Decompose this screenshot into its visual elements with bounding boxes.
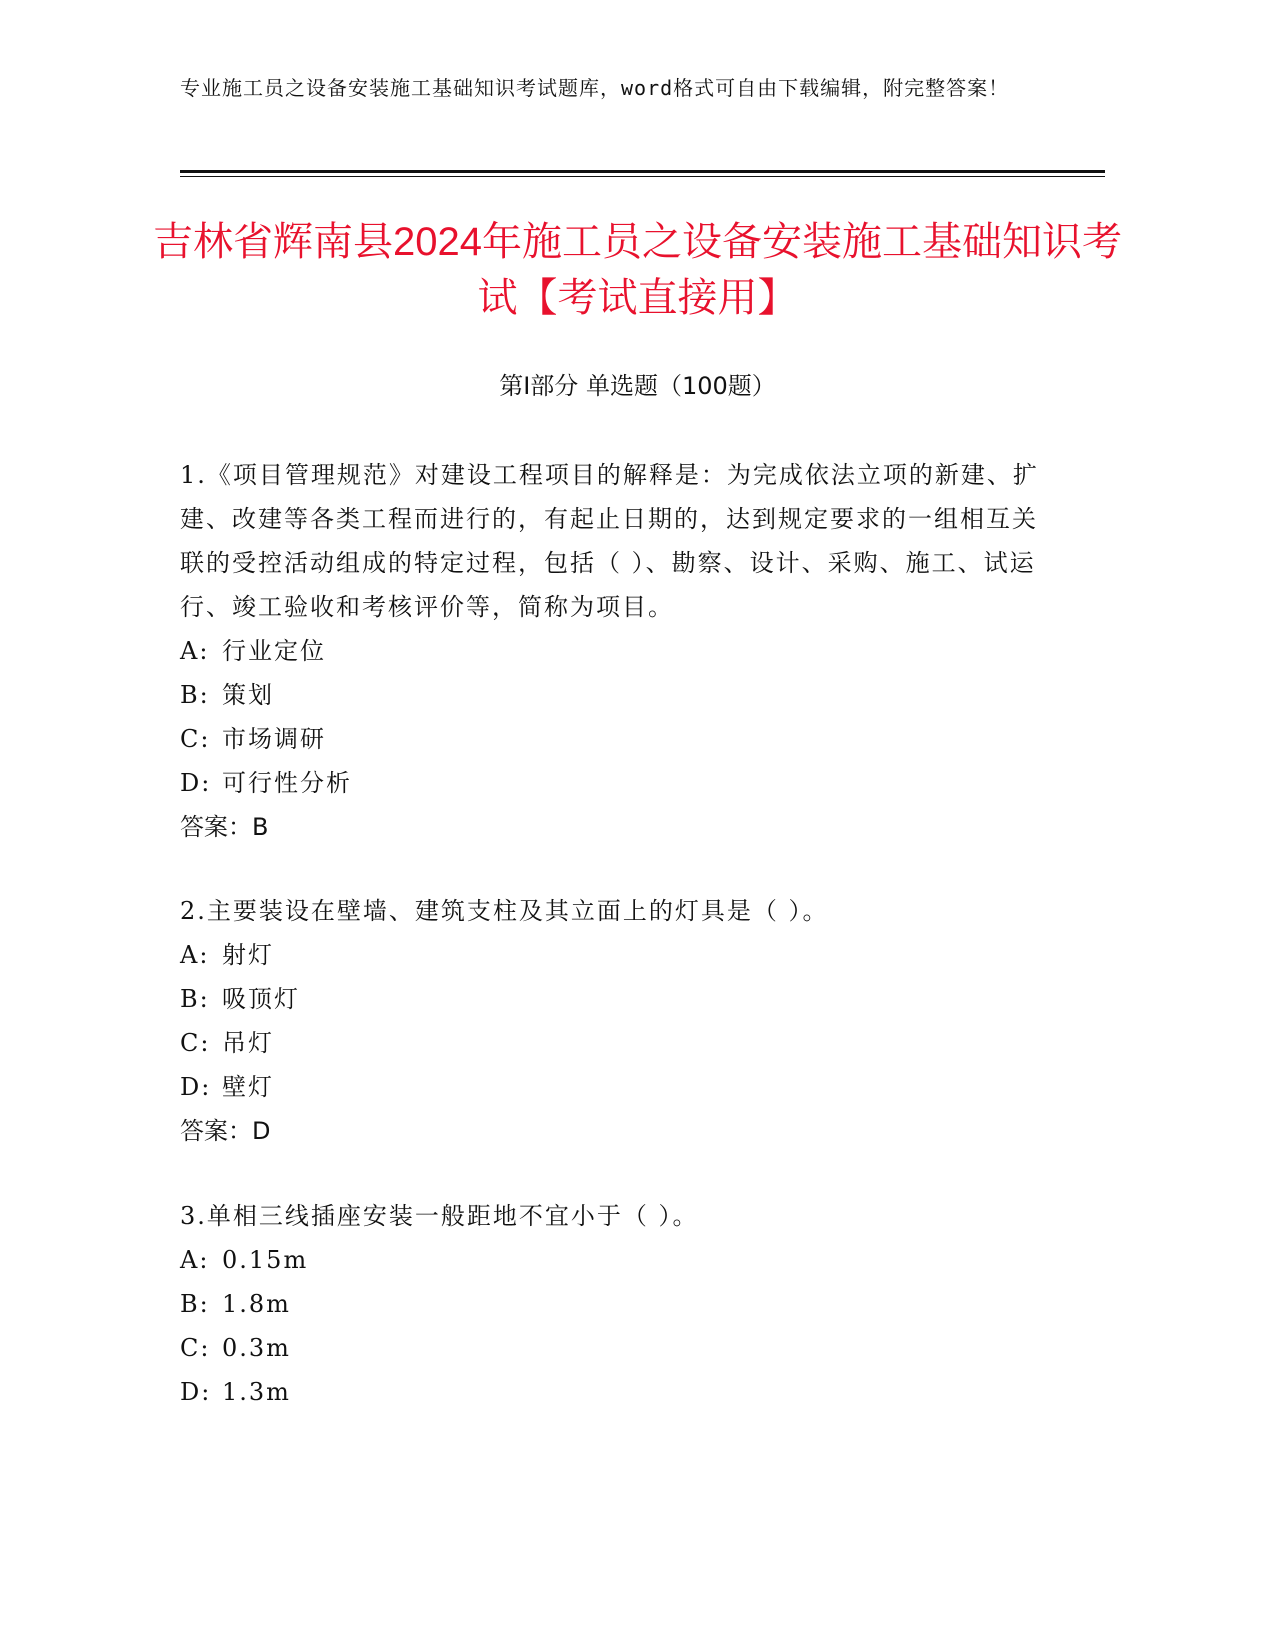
option-text: 射灯 [222, 941, 274, 969]
option-d [180, 1065, 1060, 1109]
option-key: C: [180, 1334, 211, 1362]
option-key: B: [180, 1290, 210, 1318]
header-note: 专业施工员之设备安装施工基础知识考试题库，word格式可自由下载编辑，附完整答案！ [180, 76, 1010, 100]
option-key: D: [180, 1073, 212, 1101]
question-stem: 1.《项目管理规范》对建设工程项目的解释是：为完成依法立项的新建、扩建、改建等各类工程而进行的，有起止日期的，达到规定要求的一组相互关联的受控活动组成的特定过程，包括（ ）、勘察、设计、采购、施工、试运行、竣工验收和考核评价等，简称为项目。 [180, 461, 1039, 621]
option-text: 可行性分析 [222, 769, 352, 797]
option-a [180, 933, 1060, 977]
question-1 [180, 453, 1060, 849]
option-text: 市场调研 [222, 725, 326, 753]
section-heading: 第I部分 单选题（100题） [499, 372, 776, 400]
option-key: A: [180, 1246, 210, 1274]
option-c [180, 1021, 1060, 1065]
option-text: 0.15m [222, 1246, 309, 1274]
option-key: B: [180, 681, 210, 709]
question-2 [180, 889, 1060, 1153]
question-stem: 3.单相三线插座安装一般距地不宜小于（ ）。 [180, 1202, 699, 1230]
option-key: D: [180, 769, 212, 797]
header-divider-thick [180, 170, 1105, 173]
option-text: 行业定位 [222, 637, 326, 665]
option-d [180, 761, 1060, 805]
option-key: B: [180, 985, 210, 1013]
option-a [180, 629, 1060, 673]
option-text: 0.3m [222, 1334, 291, 1362]
option-text: 1.8m [222, 1290, 291, 1318]
option-c [180, 717, 1060, 761]
option-b [180, 673, 1060, 717]
option-text: 吸顶灯 [222, 985, 300, 1013]
answer-line: 答案：B [180, 813, 269, 841]
option-text: 壁灯 [222, 1073, 274, 1101]
option-a [180, 1238, 1060, 1282]
option-key: C: [180, 1029, 211, 1057]
option-key: A: [180, 941, 210, 969]
answer-line: 答案：D [180, 1117, 271, 1145]
document-title: 吉林省辉南县2024年施工员之设备安装施工基础知识考试【考试直接用】 [153, 220, 1122, 320]
option-text: 1.3m [222, 1378, 291, 1406]
option-d [180, 1370, 1060, 1414]
option-text: 策划 [222, 681, 274, 709]
option-b [180, 1282, 1060, 1326]
option-key: A: [180, 637, 210, 665]
question-stem: 2.主要装设在壁墙、建筑支柱及其立面上的灯具是（ ）。 [180, 897, 829, 925]
option-text: 吊灯 [222, 1029, 274, 1057]
option-c [180, 1326, 1060, 1370]
option-b [180, 977, 1060, 1021]
question-3 [180, 1194, 1060, 1414]
header-divider-thin [180, 176, 1105, 177]
option-key: D: [180, 1378, 212, 1406]
option-key: C: [180, 725, 211, 753]
